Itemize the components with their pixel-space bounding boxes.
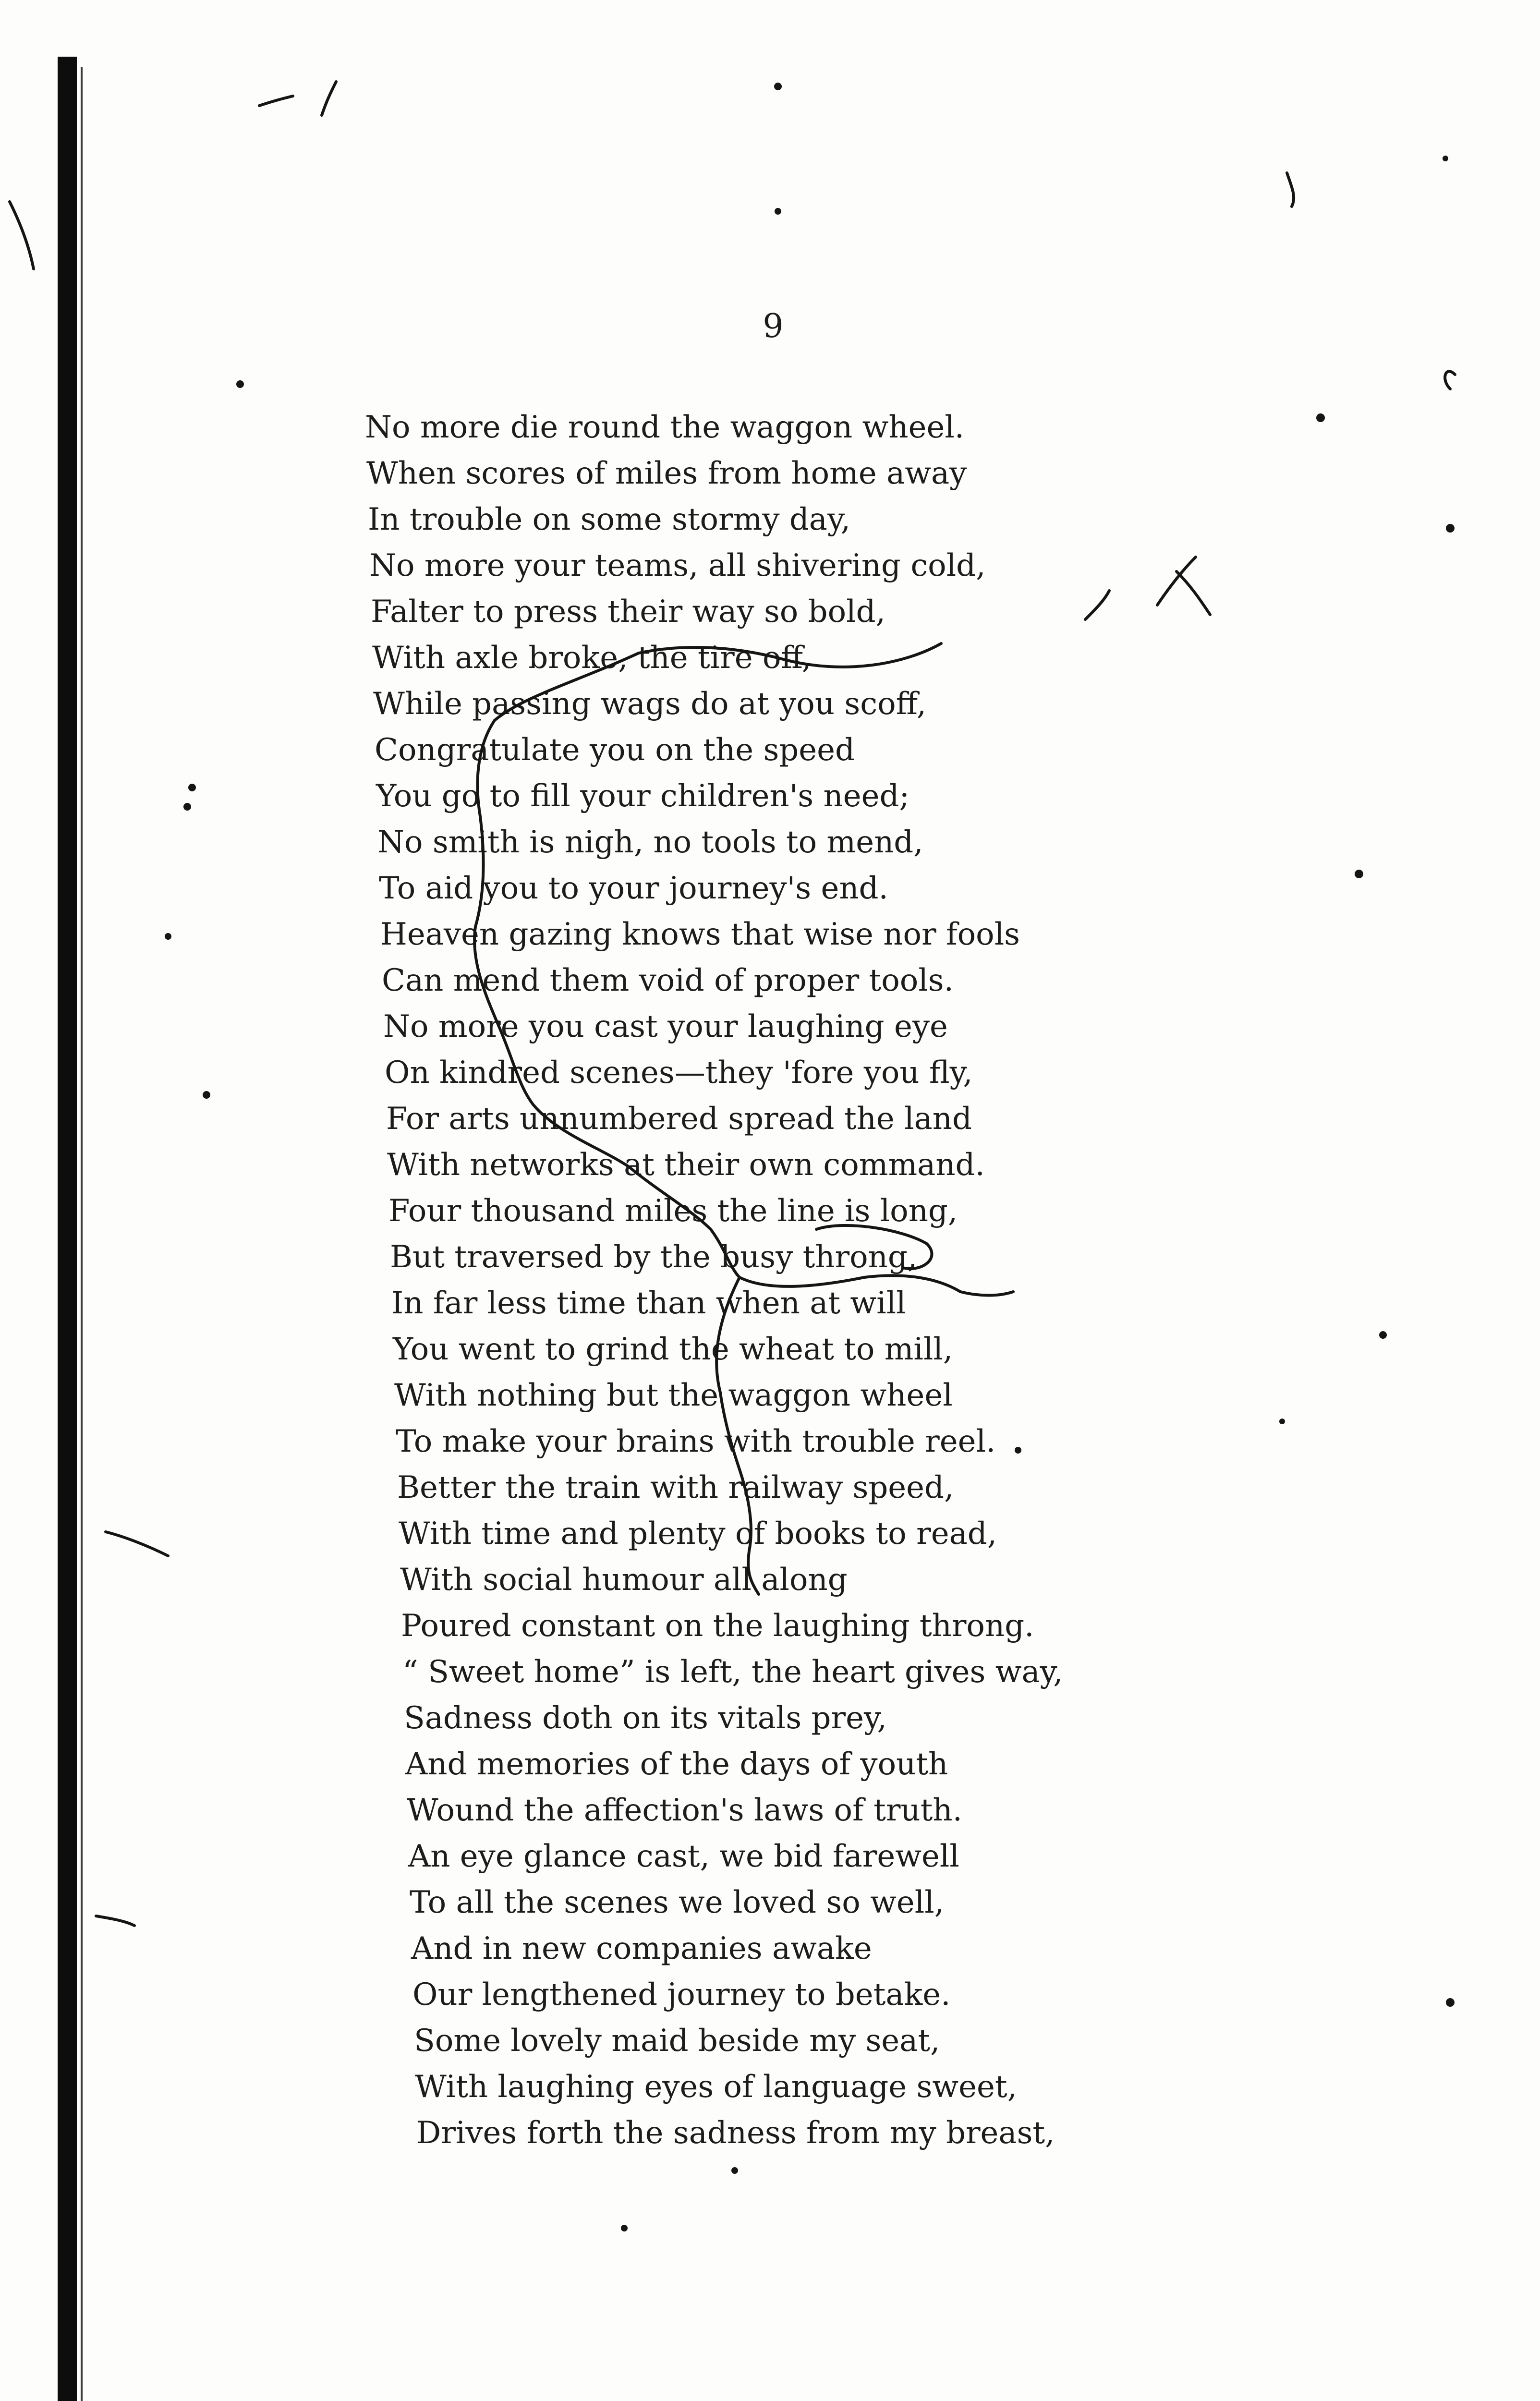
poem-line: In trouble on some stormy day,: [368, 502, 850, 537]
poem-line: Falter to press their way so bold,: [371, 594, 885, 630]
poem-line: Our lengthened journey to betake.: [412, 1977, 951, 2013]
poem-line: Better the train with railway speed,: [397, 1470, 954, 1505]
poem-line: And in new companies awake: [411, 1931, 872, 1966]
poem-line: But traversed by the busy throng,: [390, 1239, 918, 1275]
poem-line: With networks at their own command.: [387, 1147, 985, 1183]
poem-line: Poured constant on the laughing throng.: [401, 1608, 1034, 1644]
poem-line: Some lovely maid beside my seat,: [414, 2023, 940, 2059]
poem-line: With nothing but the waggon wheel: [394, 1378, 953, 1413]
poem-line: Congratulate you on the speed: [375, 732, 855, 768]
poem-line: To make your brains with trouble reel.: [396, 1424, 996, 1459]
poem-line: Four thousand miles the line is long,: [388, 1193, 958, 1229]
poem-line: And memories of the days of youth: [405, 1746, 948, 1782]
poem-line: Drives forth the sadness from my breast,: [416, 2115, 1055, 2151]
poem-line: When scores of miles from home away: [366, 456, 967, 491]
poem-line: No more your teams, all shivering cold,: [369, 548, 986, 583]
poem-line: To aid you to your journey's end.: [379, 871, 888, 906]
poem-line: For arts unnumbered spread the land: [386, 1101, 972, 1137]
poem-line: “ Sweet home” is left, the heart gives way,: [402, 1654, 1063, 1690]
poem-line: While passing wags do at you scoff,: [373, 686, 927, 722]
poem-line: With axle broke, the tire off,: [372, 640, 812, 676]
poem-line: Can mend them void of proper tools.: [382, 963, 954, 998]
poem-line: With laughing eyes of language sweet,: [415, 2069, 1017, 2105]
poem-line: With social humour all along: [400, 1562, 848, 1598]
poem-line: In far less time than when at will: [391, 1285, 906, 1321]
poem-line: No smith is nigh, no tools to mend,: [377, 825, 923, 860]
poem-line: On kindred scenes—they 'fore you fly,: [385, 1055, 973, 1091]
poem-line: Wound the affection's laws of truth.: [407, 1793, 962, 1828]
poem-line: You went to grind the wheat to mill,: [393, 1332, 953, 1367]
poem-line: You go to fill your children's need;: [376, 778, 909, 814]
poem-line: No more die round the waggon wheel.: [365, 410, 965, 445]
page-number: 9: [763, 307, 784, 345]
poem-line: Heaven gazing knows that wise nor fools: [380, 917, 1020, 952]
poem-line: With time and plenty of books to read,: [399, 1516, 997, 1552]
poem-line: An eye glance cast, we bid farewell: [408, 1839, 959, 1874]
poem-line: To all the scenes we loved so well,: [410, 1885, 945, 1920]
poem-line: Sadness doth on its vitals prey,: [404, 1700, 887, 1736]
poem-line: No more you cast your laughing eye: [383, 1009, 948, 1044]
